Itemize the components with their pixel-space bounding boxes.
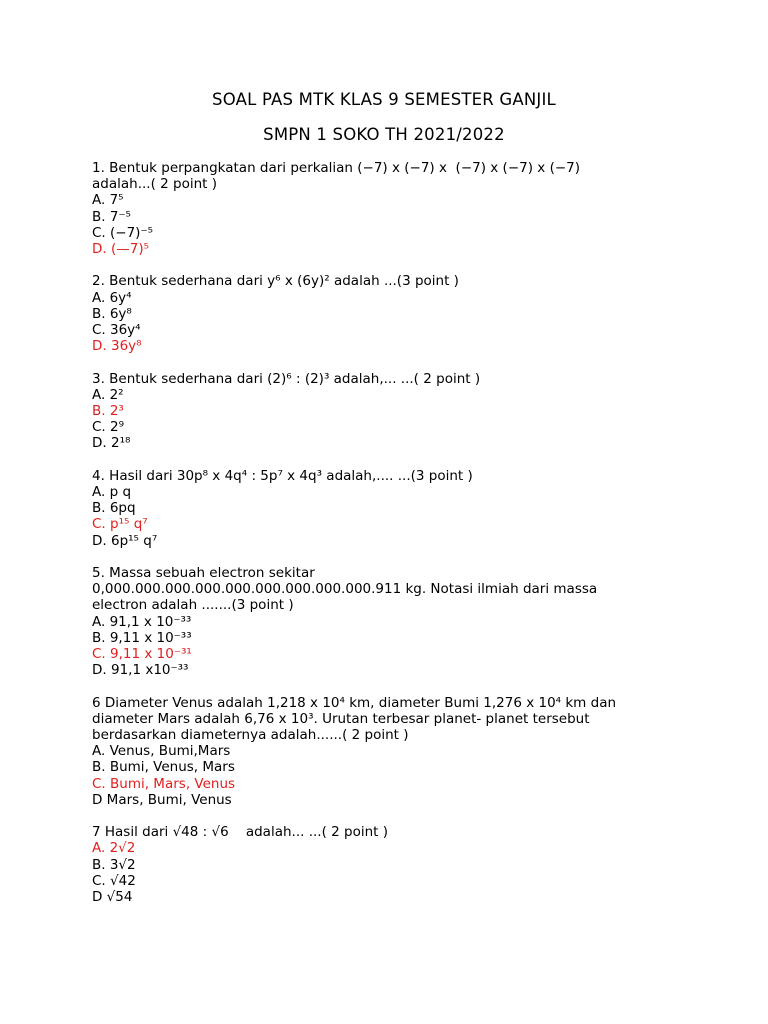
question-stem-line: 1. Bentuk perpangkatan dari perkalian (−7) x (−7) x (−7) x (−7) x (−7) — [92, 160, 580, 176]
answer-option: A. p q — [92, 484, 132, 501]
answer-option: C. (−7)⁻⁵ — [92, 224, 153, 241]
answer-option-correct: C. p¹⁵ q⁷ — [92, 516, 148, 533]
question-3 — [92, 371, 692, 452]
question-stem-line: 4. Hasil dari 30p⁸ x 4q⁴ : 5p⁷ x 4q³ adalah,.... ...(3 point ) — [92, 467, 473, 484]
question-stem-line: adalah...( 2 point ) — [92, 176, 217, 193]
question-5 — [92, 565, 692, 678]
question-stem-line: 6 Diameter Venus adalah 1,218 x 10⁴ km, diameter Bumi 1,276 x 10⁴ km dan — [92, 694, 617, 711]
question-list — [92, 160, 692, 921]
answer-option: A. 6y⁴ — [92, 289, 132, 306]
answer-option: B. 3√2 — [92, 856, 136, 873]
answer-option: A. 7⁵ — [92, 192, 124, 209]
answer-option-correct: C. Bumi, Mars, Venus — [92, 775, 236, 792]
answer-option: D. 2¹⁸ — [92, 435, 131, 452]
answer-option: C. 36y⁴ — [92, 322, 141, 339]
answer-option-correct: A. 2√2 — [92, 840, 136, 857]
question-6 — [92, 695, 692, 808]
answer-option: B. 6pq — [92, 500, 136, 517]
question-stem-line: 7 Hasil dari √48 : √6 adalah... ...( 2 point ) — [92, 824, 388, 841]
question-7 — [92, 824, 692, 905]
answer-option: C. 2⁹ — [92, 419, 125, 436]
answer-option: B. 6y⁸ — [92, 305, 132, 322]
question-stem-line: berdasarkan diameternya adalah......( 2 point ) — [92, 727, 409, 744]
question-stem-line: 0,000.000.000.000.000.000.000.000.000.911 kg. Notasi ilmiah dari massa — [92, 581, 598, 598]
answer-option: D √54 — [92, 889, 133, 906]
answer-option: A. 91,1 x 10⁻³³ — [92, 613, 192, 630]
question-stem-line: electron adalah .......(3 point ) — [92, 597, 294, 614]
answer-option: C. √42 — [92, 872, 136, 889]
answer-option: D. 6p¹⁵ q⁷ — [92, 532, 158, 549]
answer-option: A. 2² — [92, 386, 124, 403]
answer-option-correct: B. 2³ — [92, 403, 124, 420]
question-1 — [92, 160, 692, 257]
document-subtitle: SMPN 1 SOKO TH 2021/2022 — [263, 125, 505, 144]
answer-option: B. 9,11 x 10⁻³³ — [92, 629, 192, 646]
answer-option-correct: C. 9,11 x 10⁻³¹ — [92, 646, 192, 663]
answer-option-correct: D. (—7)⁵ — [92, 241, 150, 258]
question-stem-line: 2. Bentuk sederhana dari y⁶ x (6y)² adalah ...(3 point ) — [92, 273, 459, 290]
question-stem-line: 5. Massa sebuah electron sekitar — [92, 565, 315, 582]
document-title: SOAL PAS MTK KLAS 9 SEMESTER GANJIL — [212, 90, 556, 109]
answer-option: B. Bumi, Venus, Mars — [92, 759, 235, 776]
question-stem-line: diameter Mars adalah 6,76 x 10³. Urutan terbesar planet- planet tersebut — [92, 710, 590, 727]
answer-option: D Mars, Bumi, Venus — [92, 791, 232, 808]
question-stem-line: 3. Bentuk sederhana dari (2)⁶ : (2)³ adalah,... ...( 2 point ) — [92, 370, 481, 387]
answer-option: B. 7⁻⁵ — [92, 208, 131, 225]
question-2 — [92, 273, 692, 354]
answer-option-correct: D. 36y⁸ — [92, 338, 142, 355]
answer-option: D. 91,1 x10⁻³³ — [92, 662, 189, 679]
answer-option: A. Venus, Bumi,Mars — [92, 743, 231, 760]
question-4 — [92, 468, 692, 549]
